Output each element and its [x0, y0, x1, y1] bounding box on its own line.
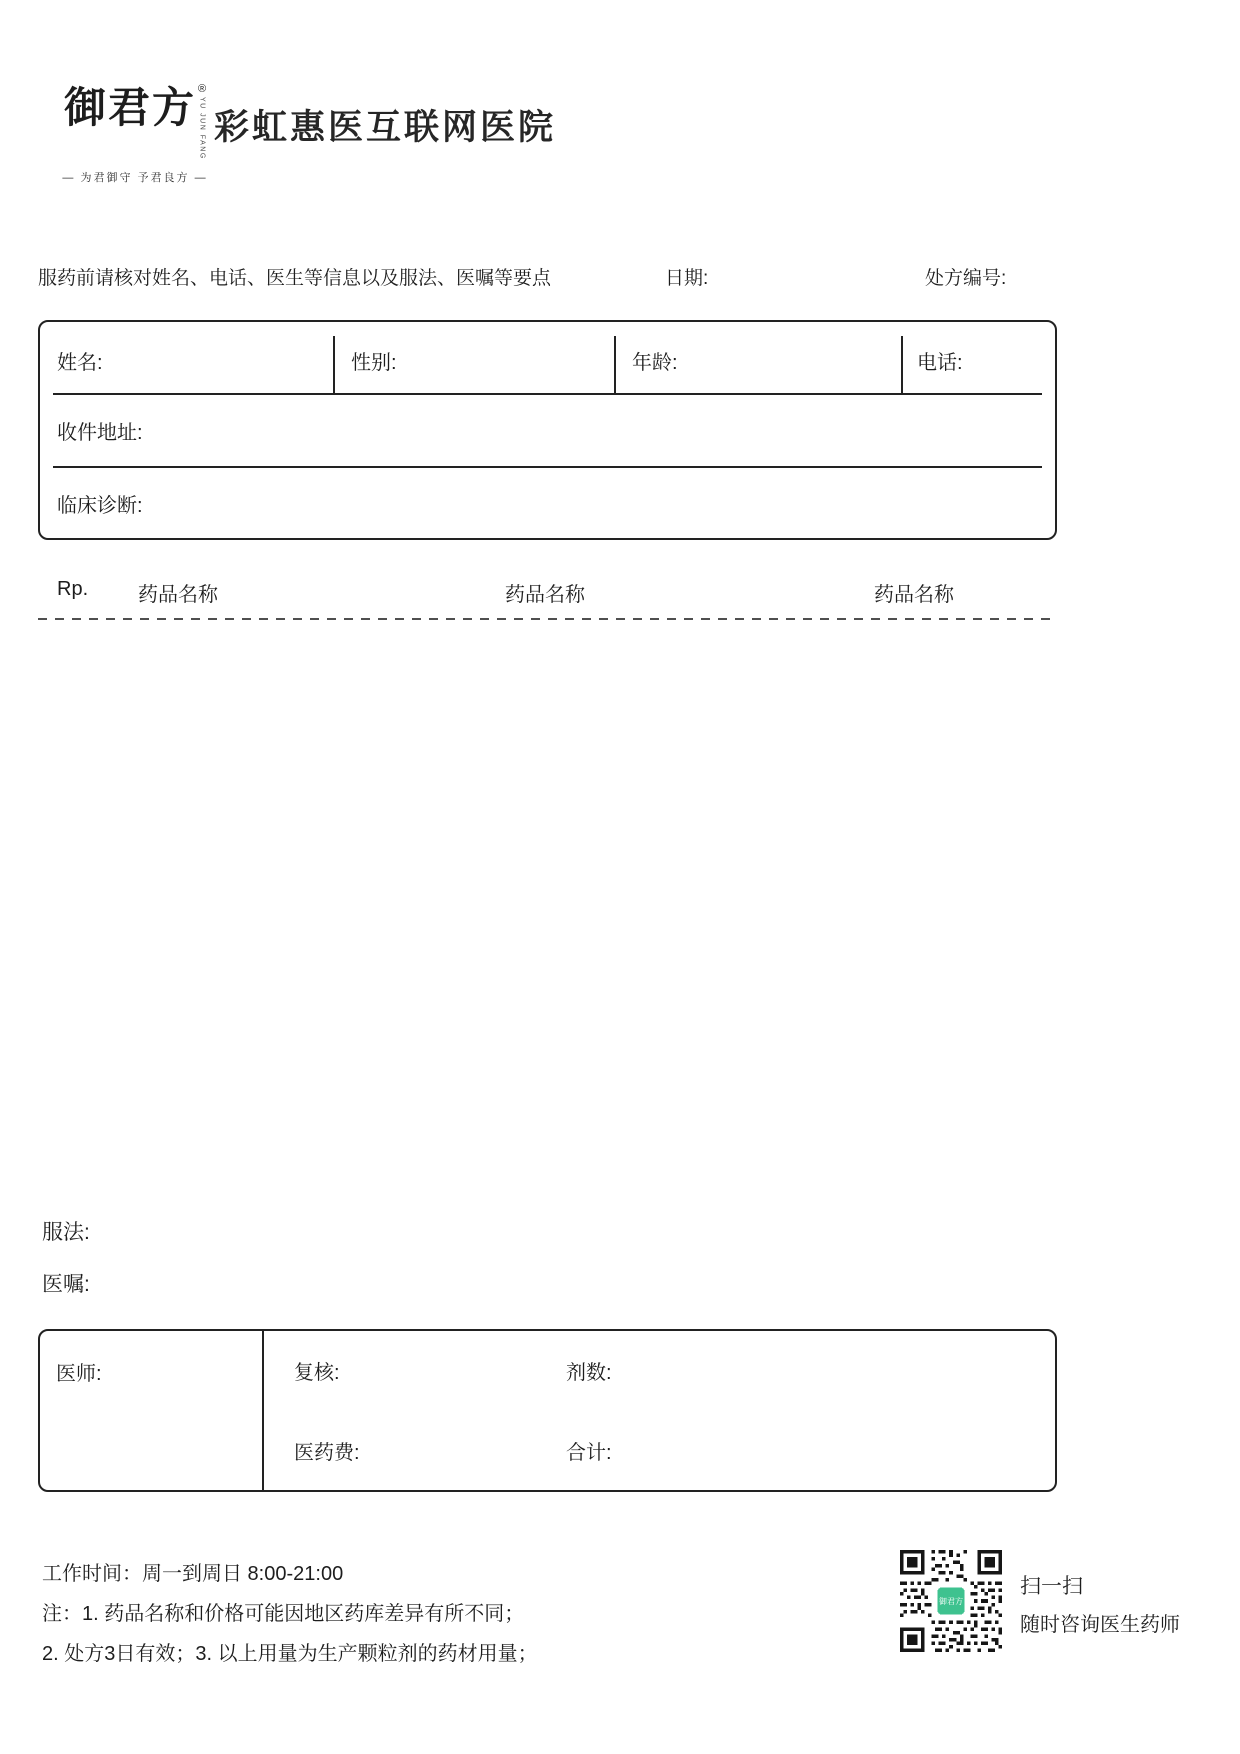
age-field [615, 322, 902, 393]
qr-code [900, 1550, 1002, 1652]
scan-subtitle: 随时咨询医生药师 [1020, 1614, 1180, 1636]
age-label: 年龄: [632, 352, 678, 374]
gender-label: 性别: [351, 352, 397, 374]
drug-column-header: 药品名称 [138, 584, 218, 606]
hospital-name: 彩虹惠医互联网医院 [214, 108, 557, 147]
phone-field [902, 322, 1055, 393]
phone-label: 电话: [917, 352, 963, 374]
fee-total-row [264, 1411, 1055, 1491]
review-label: 复核: [294, 1362, 340, 1385]
rx-number-label: 处方编号: [925, 268, 1007, 289]
name-label: 姓名: [57, 352, 103, 374]
drug-column-header: 药品名称 [874, 584, 954, 606]
drug-column-header: 药品名称 [505, 584, 585, 606]
note-line-1: 注：1. 药品名称和价格可能因地区药库差异有所不同； [42, 1603, 525, 1625]
brand-logo-row [55, 84, 215, 160]
qr-logo-text: 御君方 [938, 1596, 964, 1606]
signature-right [264, 1331, 1055, 1490]
doctor-advice-label: 医嘱: [42, 1273, 90, 1296]
address-label: 收件地址: [57, 422, 143, 444]
notice-text: 服药前请核对姓名、电话、医生等信息以及服法、医嘱等要点 [38, 268, 552, 289]
logo-tagline: — 为君御守 予君良方 — [62, 171, 208, 184]
logo-text: 御君方 [63, 83, 196, 132]
rp-label: Rp. [57, 578, 89, 600]
brand-logo [55, 84, 215, 185]
review-dose-row [264, 1331, 1055, 1411]
medicine-fee-label: 医药费: [294, 1441, 360, 1464]
gender-field [334, 322, 615, 393]
name-field [40, 322, 334, 393]
total-label: 合计: [566, 1441, 612, 1464]
address-field [40, 395, 1055, 466]
diagnosis-field [40, 468, 1055, 538]
dashed-divider [38, 618, 1057, 620]
logo-vertical-text: YU JUN FANG [198, 97, 206, 160]
date-label: 日期: [665, 268, 709, 289]
diagnosis-label: 临床诊断: [57, 494, 143, 517]
dose-count-label: 剂数: [566, 1362, 612, 1385]
registered-mark: ® [197, 83, 207, 95]
doctor-field [40, 1331, 264, 1490]
notice-row [38, 263, 1057, 289]
logo-side [198, 84, 206, 160]
signature-box [38, 1329, 1057, 1492]
rx-header-row [38, 578, 1057, 606]
note-line-2: 2. 处方3日有效；3. 以上用量为生产颗粒剂的药材用量； [42, 1643, 538, 1665]
scan-title: 扫一扫 [1020, 1575, 1083, 1598]
usage-method-label: 服法: [42, 1221, 90, 1244]
working-hours: 工作时间：周一到周日 8:00-21:00 [42, 1563, 344, 1585]
doctor-label: 医师: [56, 1363, 102, 1385]
patient-row-basic [40, 322, 1055, 393]
patient-info-box [38, 320, 1057, 540]
